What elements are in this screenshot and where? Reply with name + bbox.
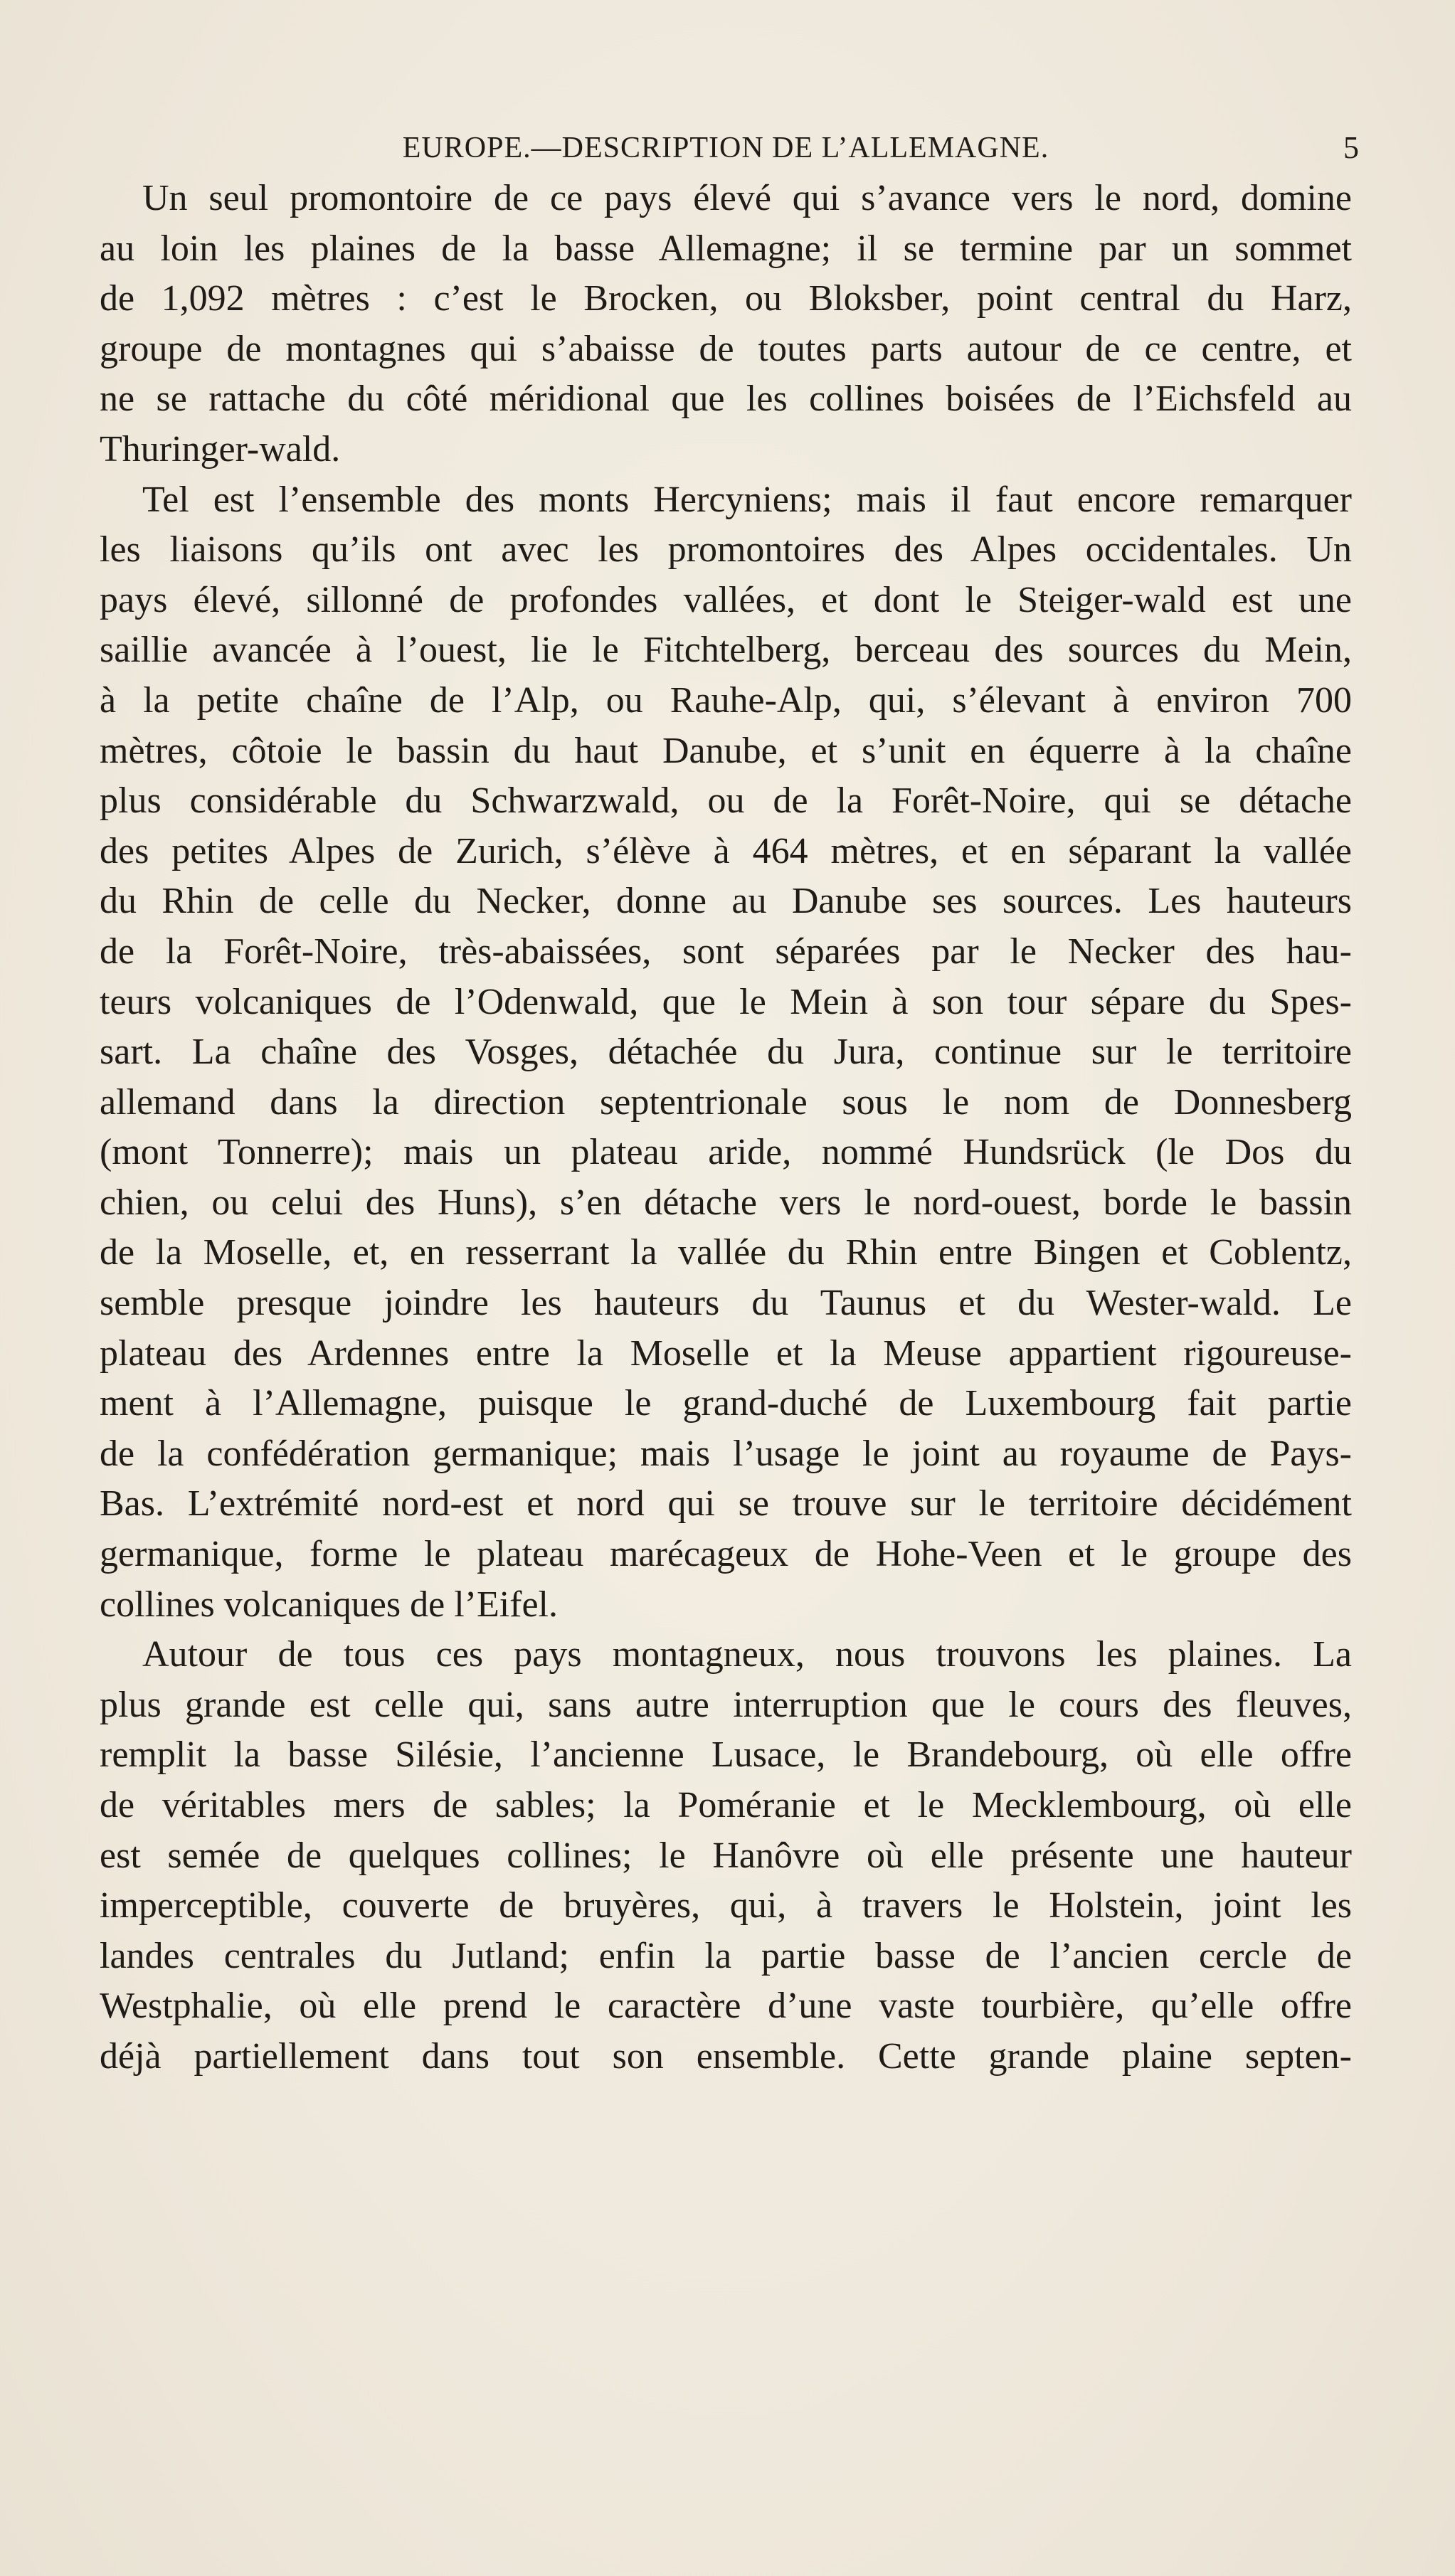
text-line: groupe de montagnes qui s’abaisse de toutes parts autour de ce centre, et: [100, 328, 1352, 369]
text-line: de la Moselle, et, en resserrant la vallée du Rhin entre Bingen et Coblentz,: [100, 1232, 1352, 1273]
text-line: remplit la basse Silésie, l’ancienne Lusace, le Brandebourg, où elle offre: [100, 1734, 1352, 1776]
text-line: Bas. L’extrémité nord-est et nord qui se trouve sur le territoire décidément: [100, 1483, 1352, 1525]
text-line: déjà partiellement dans tout son ensemble. Cette grande plaine septen-: [100, 2035, 1352, 2077]
text-line: saillie avancée à l’ouest, lie le Fitchtelberg, berceau des sources du Mein,: [100, 630, 1352, 671]
text-line: plus considérable du Schwarzwald, ou de la Forêt-Noire, qui se détache: [100, 780, 1352, 822]
page-header: [100, 127, 1359, 169]
text-line: semble presque joindre les hauteurs du Taunus et du Wester-wald. Le: [100, 1283, 1352, 1324]
text-line: Westphalie, où elle prend le caractère d’une vaste tourbière, qu’elle offre: [100, 1986, 1352, 2027]
text-line: de la Forêt-Noire, très-abaissées, sont séparées par le Necker des hau-: [100, 931, 1352, 972]
text-line: mètres, côtoie le bassin du haut Danube, et s’unit en équerre à la chaîne: [100, 730, 1352, 771]
text-line: Un seul promontoire de ce pays élevé qui s’avance vers le nord, domine: [142, 178, 1352, 218]
text-line: de véritables mers de sables; la Poméranie et le Mecklembourg, où elle: [100, 1785, 1352, 1825]
text-line: ne se rattache du côté méridional que les collines boisées de l’Eichsfeld au: [100, 378, 1352, 420]
text-line: allemand dans la direction septentrionale sous le nom de Donnesberg: [100, 1081, 1352, 1123]
page-number: 5: [1343, 130, 1359, 165]
text-line: au loin les plaines de la basse Allemagne; il se termine par un sommet: [100, 228, 1352, 269]
text-line: des petites Alpes de Zurich, s’élève à 464 mètres, et en séparant la vallée: [100, 830, 1352, 871]
text-line: est semée de quelques collines; le Hanôvre où elle présente une hauteur: [100, 1835, 1352, 1876]
text-line: de 1,092 mètres : c’est le Brocken, ou Bloksber, point central du Harz,: [100, 278, 1352, 319]
text-line: du Rhin de celle du Necker, donne au Danube ses sources. Les hauteurs: [100, 881, 1352, 922]
running-title: EUROPE.—DESCRIPTION DE L’ALLEMAGNE.: [402, 132, 1049, 164]
body-text: [100, 174, 1352, 2082]
text-line: sart. La chaîne des Vosges, détachée du Jura, continue sur le territoire: [100, 1032, 1352, 1073]
text-line: Autour de tous ces pays montagneux, nous trouvons les plaines. La: [142, 1634, 1352, 1675]
text-line: Thuringer-wald.: [100, 428, 341, 470]
text-line: imperceptible, couverte de bruyères, qui, à travers le Holstein, joint les: [100, 1885, 1352, 1926]
text-line: germanique, forme le plateau marécageux de Hohe-Veen et le groupe des: [100, 1534, 1352, 1575]
text-line: de la confédération germanique; mais l’usage le joint au royaume de Pays-: [100, 1433, 1352, 1474]
text-line: collines volcaniques de l’Eifel.: [100, 1584, 559, 1625]
text-line: landes centrales du Jutland; enfin la partie basse de l’ancien cercle de: [100, 1935, 1352, 1976]
text-line: chien, ou celui des Huns), s’en détache vers le nord-ouest, borde le bassin: [100, 1182, 1352, 1223]
text-line: Tel est l’ensemble des monts Hercyniens; mais il faut encore remarquer: [142, 479, 1352, 520]
text-line: à la petite chaîne de l’Alp, ou Rauhe-Alp, qui, s’élevant à environ 700: [100, 679, 1352, 721]
text-line: plus grande est celle qui, sans autre interruption que le cours des fleuves,: [100, 1684, 1352, 1725]
text-line: les liaisons qu’ils ont avec les promontoires des Alpes occidentales. Un: [100, 529, 1352, 571]
text-line: teurs volcaniques de l’Odenwald, que le Mein à son tour sépare du Spes-: [100, 981, 1352, 1022]
text-line: plateau des Ardennes entre la Moselle et la Meuse appartient rigoureuse-: [100, 1332, 1352, 1374]
text-line: pays élevé, sillonné de profondes vallées, et dont le Steiger-wald est une: [100, 579, 1352, 620]
text-line: (mont Tonnerre); mais un plateau aride, nommé Hundsrück (le Dos du: [100, 1132, 1352, 1173]
text-line: ment à l’Allemagne, puisque le grand-duché de Luxembourg fait partie: [100, 1383, 1352, 1424]
